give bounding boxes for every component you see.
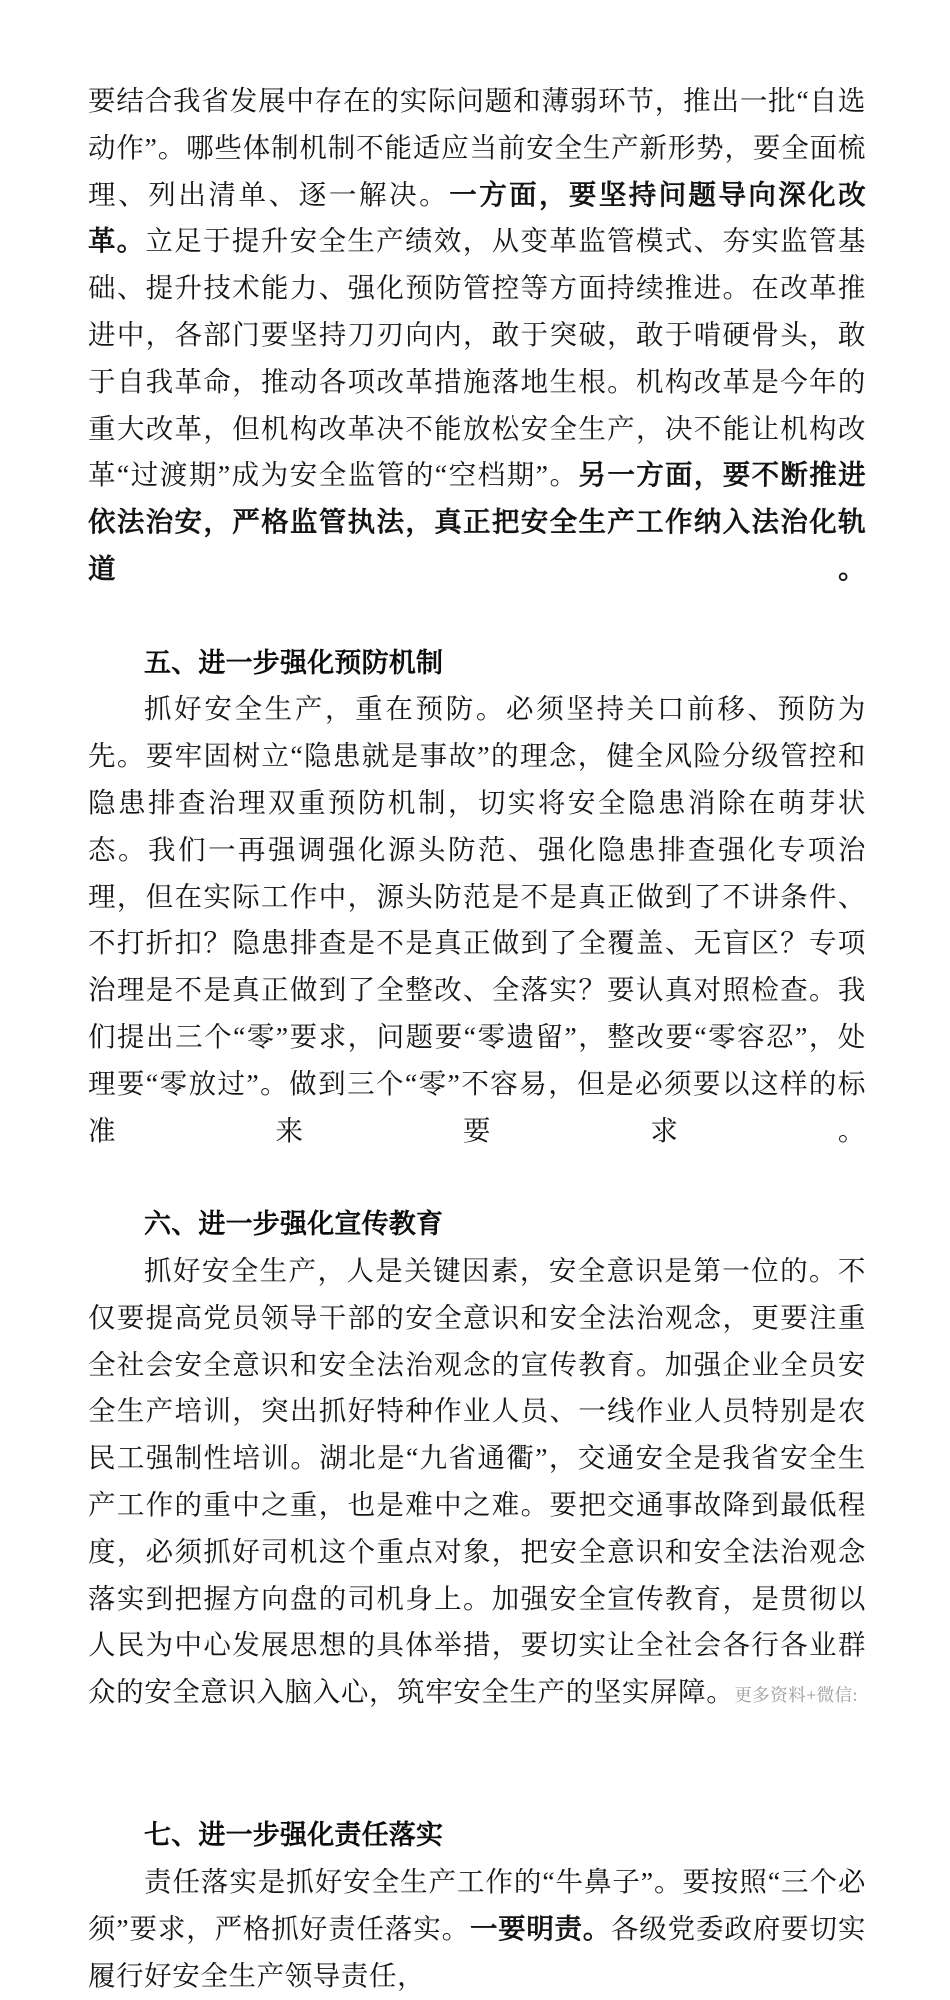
section-heading-five: 五、进一步强化预防机制 xyxy=(144,647,444,678)
watermark-note: 更多资料+微信: xyxy=(734,1685,859,1706)
paragraph-text-run: 要结合我省发展中存在的实际问题和薄弱环节，推出一批“自选动作”。哪些体制机制不能适应当前安全生产新形势，要全面梳理、列出清单、逐一解决。 xyxy=(88,85,866,210)
emphasis-run-other-aspect: 另一方面，要不断推进依法治安，严格监管执法，真正把安全生产工作纳入法治化轨道。 xyxy=(88,459,866,584)
emphasis-run-clarify-duty: 一要明责。 xyxy=(470,1913,611,1945)
paragraph-text-run: 抓好安全生产，人是关键因素，安全意识是第一位的。不仅要提高党员领导干部的安全意识和安全法治观念，更要注重全社会安全意识和安全法治观念的宣传教育。加强企业全员安全生产培训，突出抓好特种作业人员、一线作业人员特别是农民工强制性培训。湖北是“九省通衢”，交通安全是我省安全生产工作的重中之重，也是难中之难。要把交通事故降到最低程度，必须抓好司机这个重点对象，把安全意识和安全法治观念落实到把握方向盘的司机身上。加强安全宣传教育，是贯彻以人民为中心发展思想的具体举措，要切实让全社会各行各业群众的安全意识入脑入心，筑牢安全生产的坚实屏障。 xyxy=(88,1254,866,1708)
paragraph-continuation xyxy=(88,78,866,640)
document-body xyxy=(88,78,866,2000)
paragraph-text-run: 责任落实是抓好安全生产工作的“牛鼻子”。要按照“三个必须”要求，严格抓好责任落实。 xyxy=(88,1866,866,1945)
section-seven-paragraph xyxy=(88,1859,866,1999)
emphasis-run-one-aspect: 一方面，要坚持问题导向深化改革。 xyxy=(88,178,866,257)
section-heading-six: 六、进一步强化宣传教育 xyxy=(144,1209,444,1240)
section-six-paragraph xyxy=(88,1248,866,1719)
paragraph-spacer xyxy=(88,1719,866,1813)
paragraph-text-run: 各级党委政府要切实履行好安全生产领导责任， xyxy=(88,1913,867,1991)
paragraph-text-run: 立足于提升安全生产绩效，从变革监管模式、夯实监管基础、提升技术能力、强化预防管控等方面持续推进。在改革推进中，各部门要坚持刀刃向内，敢于突破，敢于啃硬骨头，敢于自我革命，推动各项改革措施落地生根。机构改革是今年的重大改革，但机构改革决不能放松安全生产，决不能让机构改革“过渡期”成为安全监管的“空档期”。 xyxy=(88,225,866,491)
section-heading-seven: 七、进一步强化责任落实 xyxy=(144,1820,444,1851)
section-five-paragraph: 抓好安全生产，重在预防。必须坚持关口前移、预防为先。要牢固树立“隐患就是事故”的理念，健全风险分级管控和隐患排查治理双重预防机制，切实将安全隐患消除在萌芽状态。我们一再强调强化源头防范、强化隐患排查强化专项治理，但在实际工作中，源头防范是不是真正做到了不讲条件、不打折扣？隐患排查是不是真正做到了全覆盖、无盲区？专项治理是不是真正做到了全整改、全落实？要认真对照检查。我们提出三个“零”要求，问题要“零遗留”，整改要“零容忍”，处理要“零放过”。做到三个“零”不容易，但是必须要以这样的标准来要求。 xyxy=(88,693,866,1146)
